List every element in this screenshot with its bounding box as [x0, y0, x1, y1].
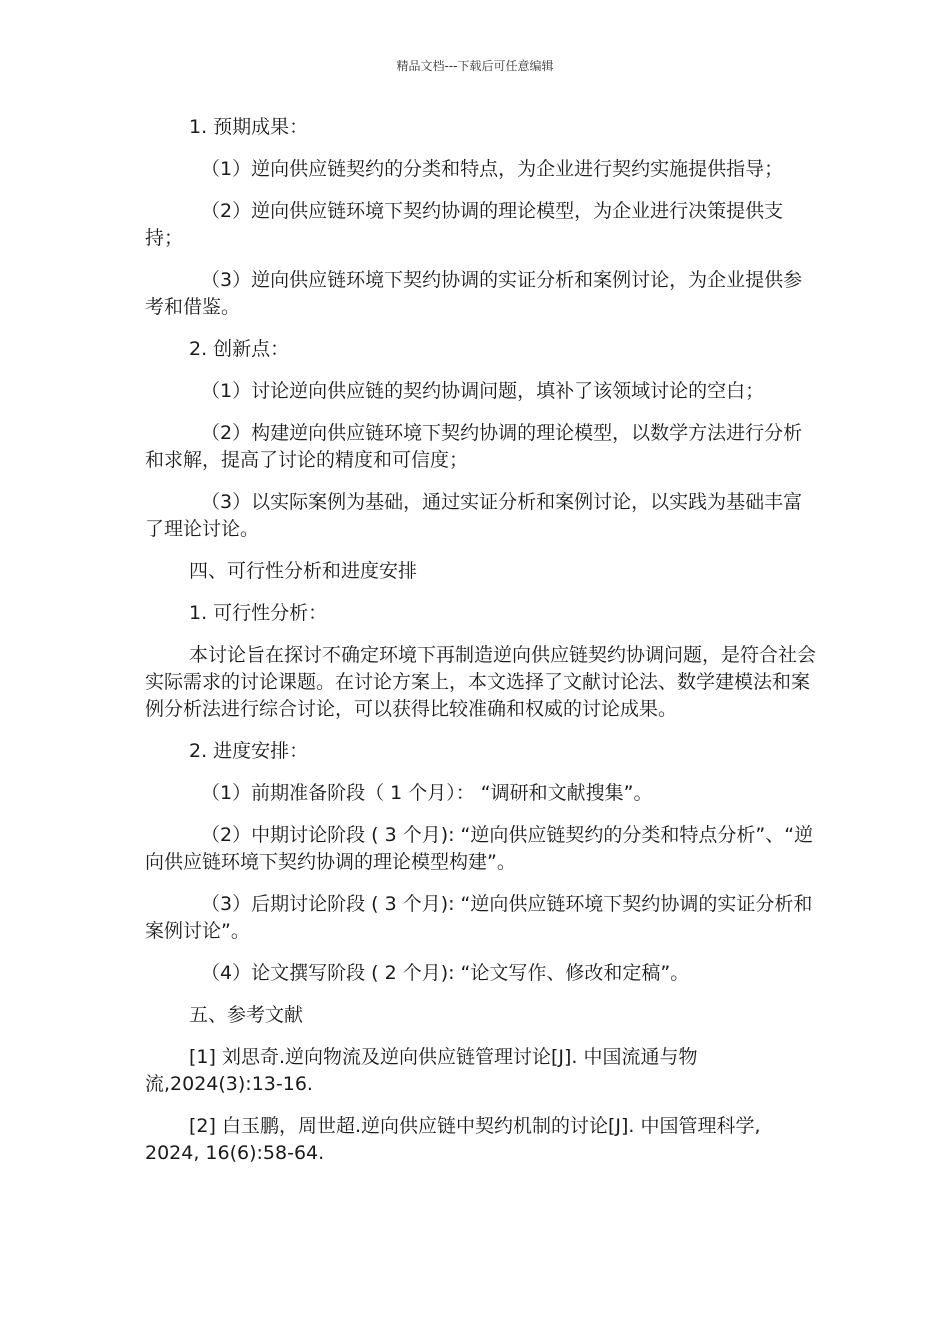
paragraph: 2. 创新点：: [189, 338, 290, 360]
paragraph: （3）后期讨论阶段 ( 3 个月): “逆向供应链环境下契约协调的实证分析和案例讨论”。: [145, 893, 813, 942]
paragraph: 本讨论旨在探讨不确定环境下再制造逆向供应链契约协调问题，是符合社会实际需求的讨论课题。在讨论方案上，本文选择了文献讨论法、数学建模法和案例分析法进行综合讨论，可以获得比较准确和权威的讨论成果。: [145, 644, 817, 720]
paragraph: 1. 可行性分析：: [189, 602, 328, 624]
paragraph: （1）前期准备阶段（ 1 个月）： “调研和文献搜集”。: [201, 782, 653, 804]
paragraph: （2）逆向供应链环境下契约协调的理论模型，为企业进行决策提供支持；: [145, 200, 784, 249]
paragraph: （2）构建逆向供应链环境下契约协调的理论模型，以数学方法进行分析和求解，提高了讨论的精度和可信度；: [145, 422, 803, 471]
paragraph: 五、参考文献: [189, 1004, 304, 1026]
paragraph: （3）逆向供应链环境下契约协调的实证分析和案例讨论，为企业提供参考和借鉴。: [145, 269, 803, 318]
page-header: 精品文档---下载后可任意编辑: [396, 59, 554, 73]
paragraph: （4）论文撰写阶段 ( 2 个月): “论文写作、修改和定稿”。: [201, 962, 690, 984]
paragraph: [1] 刘思奇.逆向物流及逆向供应链管理讨论[J]. 中国流通与物流,2024(3):13-16.: [145, 1046, 698, 1095]
paragraph: （3）以实际案例为基础，通过实证分析和案例讨论，以实践为基础丰富了理论讨论。: [145, 491, 803, 540]
document-body: [145, 114, 817, 1182]
paragraph: （2）中期讨论阶段 ( 3 个月): “逆向供应链契约的分类和特点分析”、“逆向供应链环境下契约协调的理论模型构建”。: [145, 824, 814, 873]
paragraph: [2] 白玉鹏，周世超.逆向供应链中契约机制的讨论[J]. 中国管理科学, 2024, 16(6):58-64.: [145, 1115, 761, 1164]
paragraph: 2. 进度安排：: [189, 740, 309, 762]
paragraph: （1）逆向供应链契约的分类和特点，为企业进行契约实施提供指导；: [201, 158, 784, 180]
paragraph: （1）讨论逆向供应链的契约协调问题，填补了该领域讨论的空白；: [201, 380, 765, 402]
paragraph: 四、可行性分析和进度安排: [189, 560, 418, 582]
paragraph: 1. 预期成果：: [189, 116, 309, 138]
